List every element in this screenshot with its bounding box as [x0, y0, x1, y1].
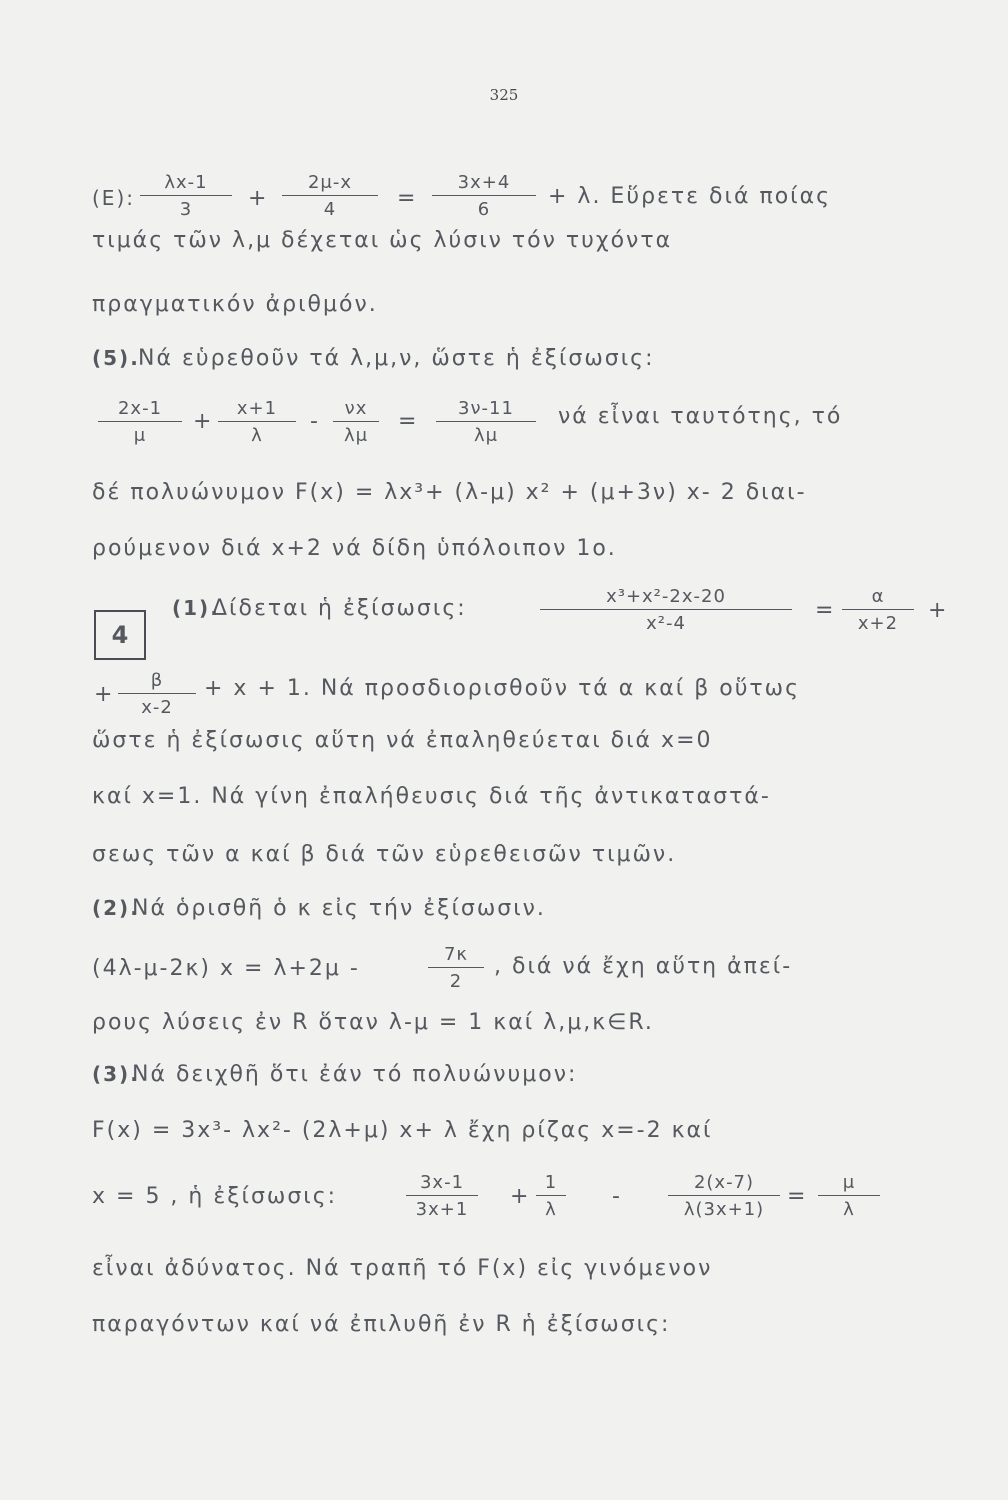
- fraction-e1: [140, 172, 232, 220]
- text-line: δέ πολυώνυμον F(x) = λx³+ (λ-μ) x² + (μ+3ν) x- 2 διαι-: [92, 480, 807, 505]
- fraction-denominator: μ: [133, 425, 147, 446]
- fraction-denominator: 3: [179, 199, 193, 220]
- operator-equals: =: [787, 1184, 806, 1209]
- page-number: 325: [489, 86, 519, 104]
- fraction-denominator: λμ: [343, 425, 369, 446]
- fraction-denominator: x²-4: [646, 613, 686, 634]
- text-line: παραγόντων καί νά ἐπιλυθῆ ἐν R ἡ ἐξίσωσις:: [92, 1312, 671, 1337]
- fraction-denominator: λμ: [473, 425, 499, 446]
- text-line: ρους λύσεις ἐν R ὅταν λ-μ = 1 καί λ,μ,κ∈R.: [92, 1010, 654, 1035]
- text-line: + x + 1. Νά προσδιορισθοῦν τά α καί β οὕτως: [204, 676, 801, 701]
- text-line: ρούμενον διά x+2 νά δίδη ὑπόλοιπον 1ο.: [92, 536, 617, 561]
- problem-e-label: (E):: [92, 186, 135, 210]
- text-line: τιμάς τῶν λ,μ δέχεται ὡς λύσιν τόν τυχόντα: [92, 228, 673, 253]
- fraction-numerator: 1: [536, 1172, 566, 1196]
- operator-plus: +: [510, 1184, 529, 1209]
- fraction-numerator: 2(x-7): [668, 1172, 780, 1196]
- text-line: Νά δειχθῆ ὅτι ἐάν τό πολυώνυμον:: [132, 1062, 578, 1087]
- fraction-numerator: β: [118, 670, 196, 694]
- fraction-denominator: λ: [843, 1199, 855, 1220]
- fraction-5d: [436, 398, 536, 446]
- fraction-numerator: 3x-1: [406, 1172, 478, 1196]
- operator-plus: +: [928, 598, 947, 623]
- text-line: σεως τῶν α καί β διά τῶν εὑρεθεισῶν τιμῶν.: [92, 842, 677, 867]
- fraction-numerator: x³+x²-2x-20: [540, 586, 792, 610]
- operator-equals: =: [398, 409, 417, 434]
- text-line: x = 5 , ἡ ἐξίσωσις:: [92, 1184, 338, 1209]
- text-line: εἶναι ἀδύνατος. Νά τραπῆ τό F(x) εἰς γινόμενον: [92, 1256, 713, 1281]
- fraction-numerator: α: [842, 586, 914, 610]
- text-line: ὥστε ἡ ἐξίσωσις αὕτη νά ἐπαληθεύεται διά x=0: [92, 728, 713, 753]
- fraction-numerator: 7κ: [428, 944, 484, 968]
- fraction-e3: [432, 172, 536, 220]
- fraction-5c: [333, 398, 379, 446]
- operator-minus: -: [612, 1184, 620, 1209]
- text-line: καί x=1. Νά γίνη ἐπαλήθευσις διά τῆς ἀντικαταστά-: [92, 784, 771, 809]
- fraction-denominator: 4: [323, 199, 337, 220]
- text-line: πραγματικόν ἀριθμόν.: [92, 292, 378, 317]
- fraction-4g: [668, 1172, 780, 1220]
- equation-left: (4λ-μ-2κ) x = λ+2μ -: [92, 956, 360, 981]
- fraction-5b: [218, 398, 296, 446]
- problem-2-label: (2).: [92, 896, 140, 920]
- fraction-numerator: x+1: [218, 398, 296, 422]
- text-line: νά εἶναι ταυτότης, τό: [558, 404, 843, 429]
- fraction-numerator: 3ν-11: [436, 398, 536, 422]
- text-line: Νά εὑρεθοῦν τά λ,μ,ν, ὥστε ἡ ἐξίσωσις:: [138, 346, 655, 371]
- text-line: + λ. Εὕρετε διά ποίας: [548, 184, 832, 209]
- fraction-numerator: 2x-1: [98, 398, 182, 422]
- fraction-4f: [536, 1172, 566, 1220]
- section-number-box: 4: [94, 610, 146, 660]
- fraction-denominator: 6: [477, 199, 491, 220]
- operator-equals: =: [397, 186, 416, 211]
- problem-5-label: (5).: [92, 346, 140, 370]
- fraction-numerator: 2μ-x: [282, 172, 378, 196]
- text-line: F(x) = 3x³- λx²- (2λ+μ) x+ λ ἔχη ρίζας x=-2 καί: [92, 1118, 713, 1143]
- fraction-e2: [282, 172, 378, 220]
- fraction-numerator: μ: [818, 1172, 880, 1196]
- fraction-numerator: νx: [333, 398, 379, 422]
- problem-3-label: (3).: [92, 1062, 140, 1086]
- fraction-denominator: x-2: [141, 697, 173, 718]
- fraction-numerator: λx-1: [140, 172, 232, 196]
- fraction-denominator: 2: [449, 971, 463, 992]
- fraction-denominator: x+2: [857, 613, 899, 634]
- fraction-5a: [98, 398, 182, 446]
- fraction-4c: [118, 670, 196, 718]
- fraction-numerator: 3x+4: [432, 172, 536, 196]
- fraction-denominator: λ: [545, 1199, 557, 1220]
- fraction-4d: [428, 944, 484, 992]
- text-line: Νά ὁρισθῆ ὁ κ εἰς τήν ἐξίσωσιν.: [132, 896, 546, 921]
- fraction-4b: [842, 586, 914, 634]
- operator-plus: +: [94, 682, 113, 707]
- text-line: Δίδεται ἡ ἐξίσωσις:: [212, 596, 467, 621]
- fraction-4h: [818, 1172, 880, 1220]
- fraction-denominator: λ(3x+1): [683, 1199, 765, 1220]
- fraction-4a: [540, 586, 792, 634]
- operator-plus: +: [193, 409, 212, 434]
- operator-plus: +: [248, 186, 267, 211]
- fraction-4e: [406, 1172, 478, 1220]
- operator-equals: =: [815, 598, 834, 623]
- fraction-denominator: λ: [251, 425, 263, 446]
- operator-minus: -: [310, 409, 318, 434]
- text-line: , διά νά ἔχη αὕτη ἀπεί-: [494, 954, 793, 979]
- fraction-denominator: 3x+1: [415, 1199, 469, 1220]
- problem-1-label: (1).: [172, 596, 220, 620]
